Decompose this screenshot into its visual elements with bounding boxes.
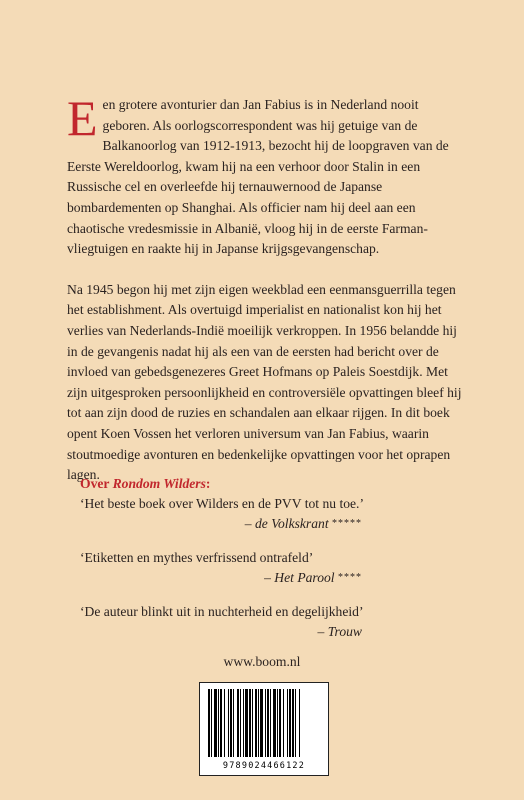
reviews-heading-title: Rondom Wilders [112,476,206,491]
reviews-heading [80,474,480,494]
review-source-name: – Trouw [317,624,362,639]
blurb-paragraph-1 [67,90,467,260]
publisher-website: www.boom.nl [223,654,301,669]
reviews-section [80,474,480,656]
review-source [80,514,480,534]
review-item [80,494,480,534]
reviews-heading-suffix: : [205,476,211,491]
reviews-heading-prefix: Over [80,476,113,491]
review-stars: **** [338,572,362,583]
barcode-number: 9789024466122 [222,761,306,771]
blurb-paragraph-2: Na 1945 begon hij met zijn eigen weekblad een eenmansguerrilla tegen het establishment. Als overtuigd imperialist en nationalist kon hij het verlies van Nederlands-Indië moeilijk verkroppen. In 1956 belandde hij in de gevangenis nadat hij als een van de eersten had bericht over de invloed van gebedsgenezeres Greet Hofmans op Paleis Soestdijk. Met zijn uitgesproken persoonlijkheid en controversiële opvattingen bleef hij tot aan zijn dood de ruzies en schandalen aan elkaar rijgen. In dit boek opent Koen Vossen het verloren universum van Jan Fabius, waarin stoutmoedige avonturen en bedenkelijke opvattingen voor het oprapen lagen. [67,281,462,483]
barcode-icon [206,689,322,757]
review-item [80,548,480,588]
review-stars: ***** [332,518,362,529]
review-source [80,568,480,588]
blurb-paragraph-1-text: en grotere avonturier dan Jan Fabius is in Nederland nooit geboren. Als oorlogscorrespondent was hij getuige van de Balkanoorlog van 1912-1913, bezocht hij de loopgraven van de Eerste Wereldoorlog, kwam hij na een verhoor door Stalin in een Russische cel en overleefde hij ternauwernood de Japanse bombardementen op Shanghai. Als officier nam hij deel aan een chaotische vredesmissie in Albanië, vloog hij in de eerste Farman-vliegtuigen en raakte hij in Japanse krijgsgevangenschap. [67,97,449,257]
review-quote: ‘Het beste boek over Wilders en de PVV tot nu toe.’ [80,496,364,511]
isbn-barcode [199,682,329,776]
review-source-name: – Het Parool [264,570,335,585]
drop-cap: E [67,90,98,146]
review-quote: ‘Etiketten en mythes verfrissend ontrafeld’ [80,550,314,565]
review-item [80,602,480,642]
review-quote: ‘De auteur blinkt uit in nuchterheid en degelijkheid’ [80,604,364,619]
review-source-name: – de Volkskrant [244,516,329,531]
back-cover-blurb [67,90,467,486]
review-source [80,622,480,642]
